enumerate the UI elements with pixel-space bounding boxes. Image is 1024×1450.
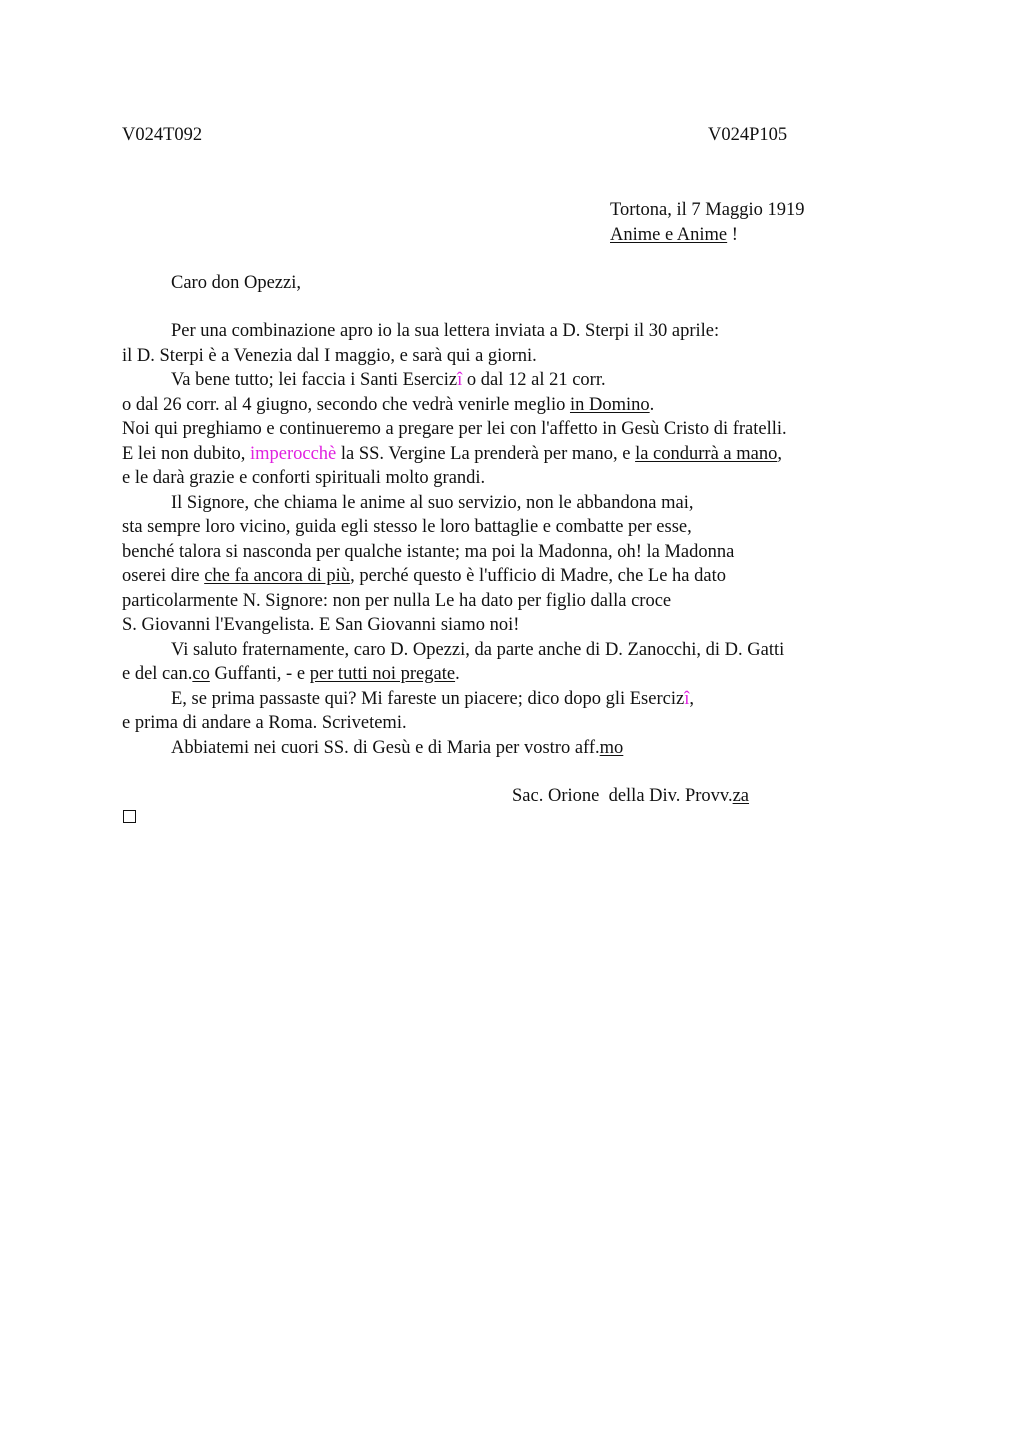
text-span: E, se prima passaste qui? Mi fareste un piacere; dico dopo gli Eserciz bbox=[171, 688, 685, 709]
signature bbox=[512, 784, 749, 809]
salutation: Caro don Opezzi, bbox=[171, 273, 301, 293]
underlined-text: per tutti noi pregate bbox=[309, 664, 456, 684]
body-line-4 bbox=[122, 393, 787, 418]
signature-text: Sac. Orione della Div. Provv. bbox=[512, 786, 733, 806]
highlighted-text: î bbox=[457, 370, 463, 390]
underlined-text: in Domino bbox=[569, 394, 650, 415]
text-span: E lei non dubito, bbox=[122, 443, 250, 464]
checkbox-square-icon bbox=[123, 810, 136, 823]
letter-body bbox=[122, 319, 787, 760]
text-span: . bbox=[649, 394, 655, 415]
reference-code-right: V024P105 bbox=[708, 125, 788, 145]
text-span: , bbox=[689, 688, 694, 709]
underlined-text: che fa ancora di più bbox=[204, 566, 351, 586]
underlined-text: co bbox=[192, 664, 210, 684]
motto bbox=[610, 223, 804, 248]
text-span: e del can. bbox=[122, 664, 193, 684]
body-line-17: e prima di andare a Roma. Scrivetemi. bbox=[122, 713, 407, 733]
place-date: Tortona, il 7 Maggio 1919 bbox=[610, 200, 805, 220]
dateline bbox=[610, 198, 804, 247]
text-span: Abbiatemi nei cuori SS. di Gesù e di Maria per vostro aff. bbox=[171, 737, 600, 758]
motto-suffix: ! bbox=[727, 224, 738, 245]
text-span: Guffanti, - e bbox=[209, 664, 310, 684]
body-line-18 bbox=[122, 736, 787, 761]
body-line-14: Vi saluto fraternamente, caro D. Opezzi, da parte anche di D. Zanocchi, di D. Gatti bbox=[171, 639, 785, 660]
body-line-7: e le darà grazie e conforti spirituali molto grandi. bbox=[122, 468, 486, 488]
body-line-12: particolarmente N. Signore: non per nulla Le ha dato per figlio dalla croce bbox=[122, 590, 672, 611]
body-line-1: Per una combinazione apro io la sua lettera inviata a D. Sterpi il 30 aprile: bbox=[171, 321, 720, 341]
body-line-8: Il Signore, che chiama le anime al suo servizio, non le abbandona mai, bbox=[171, 492, 694, 513]
body-line-6 bbox=[122, 442, 787, 467]
reference-code-left: V024T092 bbox=[122, 125, 203, 145]
body-line-10: benché talora si nasconda per qualche istante; ma poi la Madonna, oh! la Madonna bbox=[122, 541, 735, 562]
body-line-9: sta sempre loro vicino, guida egli stesso le loro battaglie e combatte per esse, bbox=[122, 517, 692, 537]
underlined-text: la condurrà a mano bbox=[635, 443, 778, 464]
text-span: la SS. Vergine La prenderà per mano, e bbox=[336, 443, 636, 464]
highlighted-text: imperocchè bbox=[249, 443, 337, 464]
text-span: , bbox=[777, 443, 782, 464]
signature-suffix: za bbox=[732, 786, 750, 806]
text-span: oserei dire bbox=[122, 566, 205, 586]
text-span: , perché questo è l'ufficio di Madre, che Le ha dato bbox=[350, 566, 726, 586]
body-line-5: Noi qui preghiamo e continueremo a pregare per lei con l'affetto in Gesù Cristo di fratelli. bbox=[122, 419, 787, 439]
text-span: . bbox=[455, 664, 460, 684]
text-span: o dal 12 al 21 corr. bbox=[462, 370, 606, 390]
motto-text: Anime e Anime bbox=[610, 224, 728, 245]
body-line-3 bbox=[122, 368, 787, 393]
body-line-16 bbox=[122, 687, 787, 712]
highlighted-text: î bbox=[684, 688, 690, 709]
body-line-13: S. Giovanni l'Evangelista. E San Giovanni siamo noi! bbox=[122, 615, 520, 635]
text-span: o dal 26 corr. al 4 giugno, secondo che vedrà venirle meglio bbox=[122, 394, 570, 415]
body-line-11 bbox=[122, 564, 787, 589]
body-line-2: il D. Sterpi è a Venezia dal I maggio, e sarà qui a giorni. bbox=[122, 345, 537, 366]
body-line-15 bbox=[122, 662, 787, 687]
underlined-text: mo bbox=[599, 737, 624, 758]
text-span: Va bene tutto; lei faccia i Santi Eserciz bbox=[171, 370, 458, 390]
